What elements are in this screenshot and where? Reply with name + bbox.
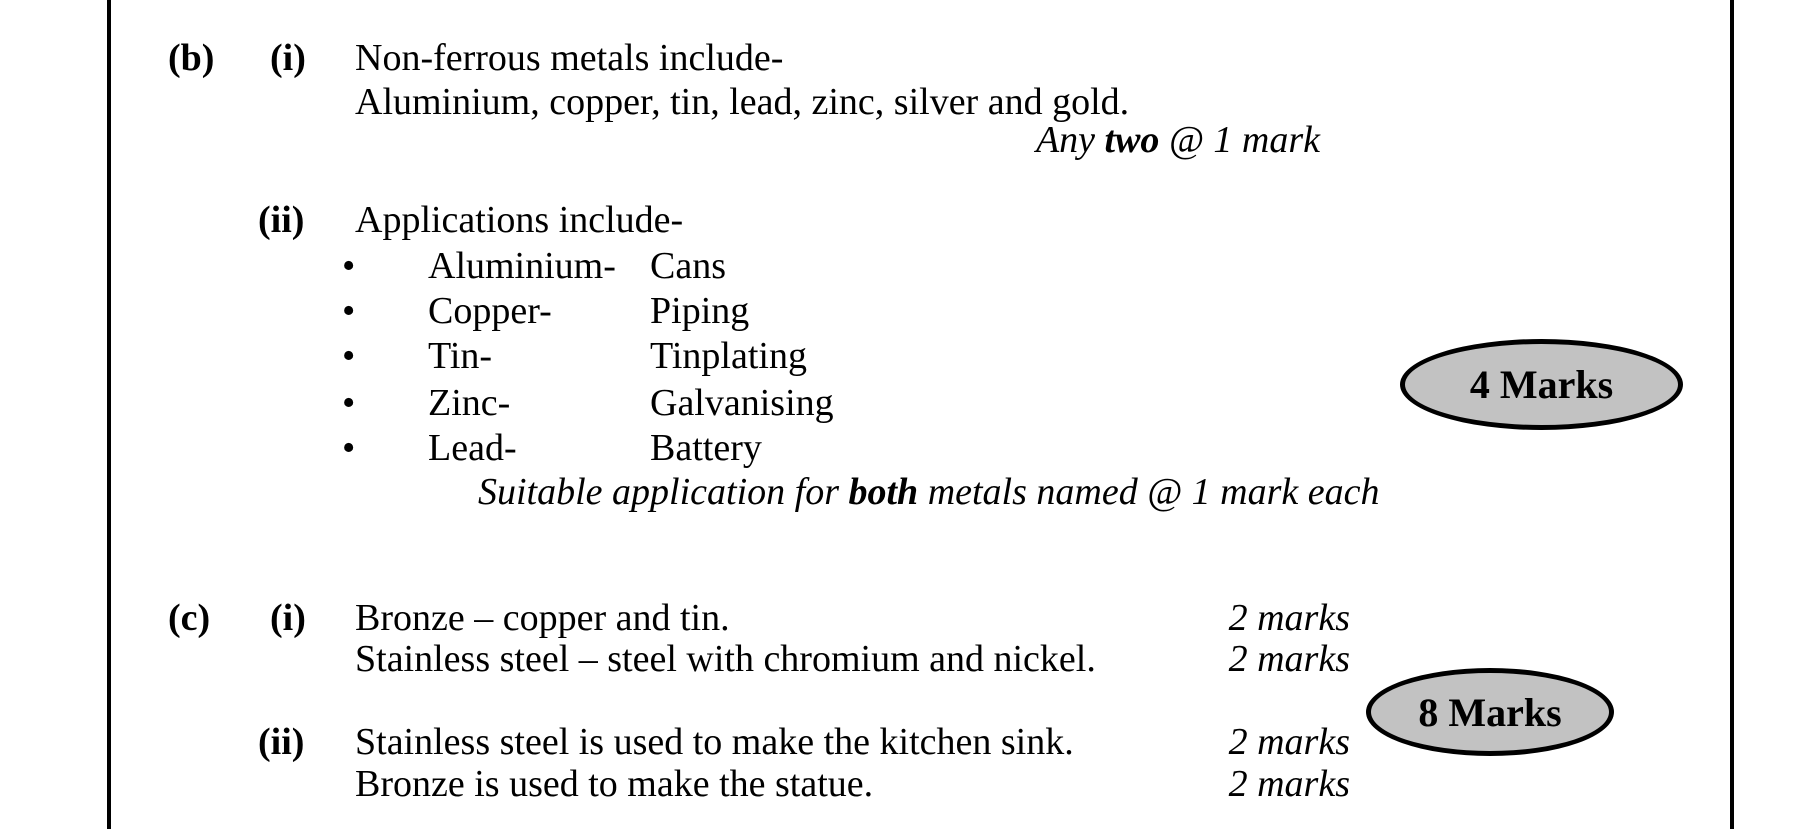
- bullet-icon: •: [342, 290, 356, 332]
- metal-name: Aluminium-: [428, 245, 616, 287]
- note-emphasis: both: [848, 471, 919, 513]
- note-text: @ 1 mark: [1159, 119, 1320, 161]
- note-text: Suitable application for: [478, 471, 849, 513]
- bullet-icon: •: [342, 245, 356, 287]
- c-ii-answer-line-1: Stainless steel is used to make the kitchen sink.: [355, 721, 1074, 763]
- question-c-i-label: (i): [270, 597, 306, 639]
- b-ii-heading: Applications include-: [355, 199, 684, 241]
- metal-application: Tinplating: [650, 335, 807, 377]
- metal-application: Battery: [650, 427, 762, 469]
- metal-application: Piping: [650, 290, 750, 332]
- metal-name: Zinc-: [428, 382, 511, 424]
- c-ii-answer-line-2: Bronze is used to make the statue.: [355, 763, 874, 805]
- marks-value: 2 marks: [1228, 638, 1350, 680]
- right-column-rule: [1730, 0, 1734, 829]
- metal-application: Galvanising: [650, 382, 834, 424]
- marks-value: 2 marks: [1228, 763, 1350, 805]
- metal-name: Tin-: [428, 335, 493, 377]
- c-i-answer-line-2: Stainless steel – steel with chromium and nickel.: [355, 638, 1096, 680]
- bullet-icon: •: [342, 427, 356, 469]
- marks-value: 2 marks: [1228, 597, 1350, 639]
- question-b-label: (b): [168, 37, 215, 79]
- metal-name: Copper-: [428, 290, 552, 332]
- metal-application: Cans: [650, 245, 726, 287]
- note-text: Any: [1035, 119, 1105, 161]
- note-emphasis: two: [1104, 119, 1160, 161]
- marks-value: 2 marks: [1228, 721, 1350, 763]
- marks-badge: [1366, 668, 1614, 756]
- bullet-icon: •: [342, 335, 356, 377]
- metal-name: Lead-: [428, 427, 517, 469]
- question-c-label: (c): [168, 597, 211, 639]
- note-text: metals named @ 1 mark each: [918, 471, 1380, 513]
- marks-badge-label: 4 Marks: [1469, 362, 1614, 407]
- bullet-icon: •: [342, 382, 356, 424]
- c-i-answer-line-1: Bronze – copper and tin.: [355, 597, 730, 639]
- marks-badge: [1400, 339, 1683, 430]
- question-c-ii-label: (ii): [258, 721, 305, 763]
- b-i-answer-line-1: Non-ferrous metals include-: [355, 37, 784, 79]
- b-i-marking-note: [800, 118, 1320, 163]
- left-column-rule: [107, 0, 111, 829]
- b-i-answer-line-2: Aluminium, copper, tin, lead, zinc, silver and gold.: [355, 81, 1130, 123]
- marks-badge-label: 8 Marks: [1418, 689, 1562, 735]
- question-b-ii-label: (ii): [258, 199, 305, 241]
- question-b-i-label: (i): [270, 37, 306, 79]
- b-ii-marking-note: [478, 470, 1380, 515]
